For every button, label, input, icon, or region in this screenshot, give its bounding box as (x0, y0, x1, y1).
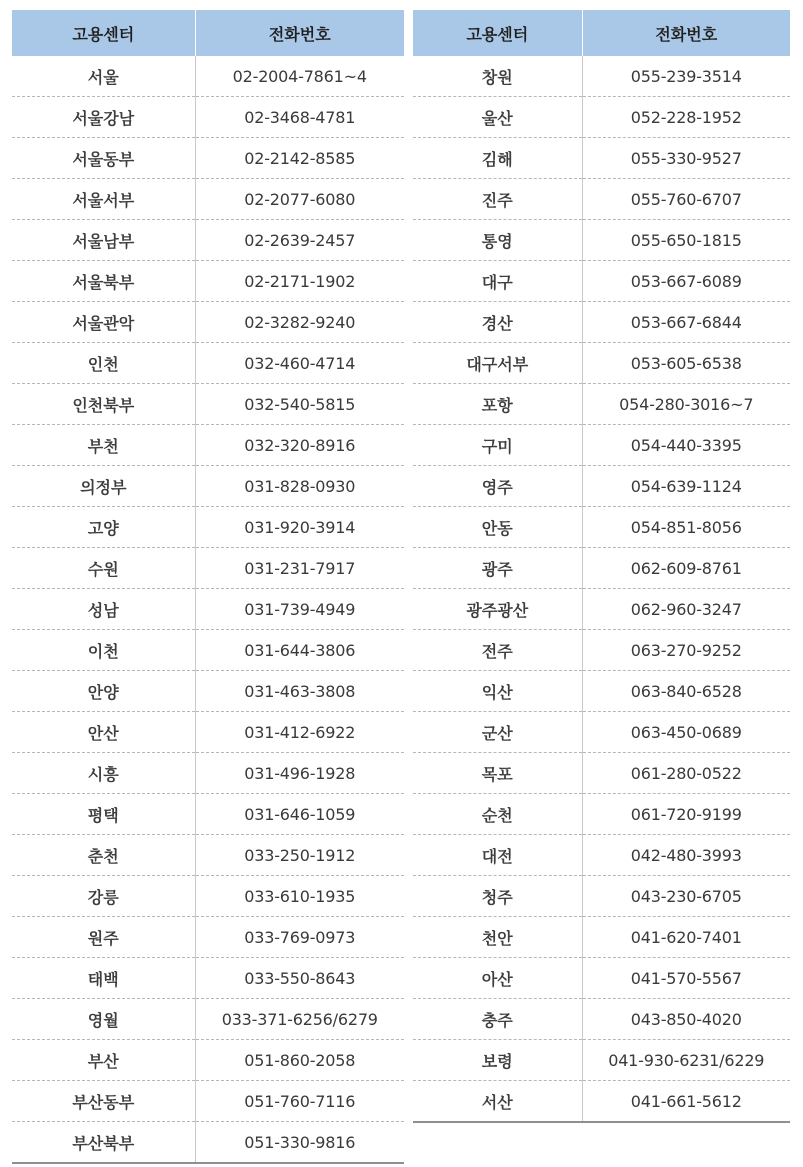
table-row (12, 917, 404, 958)
table-row (413, 138, 790, 179)
phone-number-cell: 031-739-4949 (195, 589, 404, 630)
table-row (413, 958, 790, 999)
phone-number-cell: 061-280-0522 (582, 753, 790, 794)
phone-number-cell: 063-450-0689 (582, 712, 790, 753)
table-row (12, 343, 404, 384)
center-name-cell: 서산 (413, 1081, 582, 1123)
table-row (413, 179, 790, 220)
table-body (12, 56, 404, 1163)
table-row (413, 97, 790, 138)
center-name-cell: 목포 (413, 753, 582, 794)
center-name-cell: 안동 (413, 507, 582, 548)
phone-number-cell: 031-231-7917 (195, 548, 404, 589)
table-row (413, 507, 790, 548)
phone-number-cell: 031-646-1059 (195, 794, 404, 835)
center-name-cell: 김해 (413, 138, 582, 179)
phone-number-cell: 02-2004-7861~4 (195, 56, 404, 97)
table-row (12, 712, 404, 753)
center-name-cell: 인천 (12, 343, 195, 384)
table-row (12, 56, 404, 97)
phone-number-cell: 062-609-8761 (582, 548, 790, 589)
phone-number-cell: 052-228-1952 (582, 97, 790, 138)
center-name-cell: 충주 (413, 999, 582, 1040)
table-row (12, 589, 404, 630)
phone-number-cell: 031-920-3914 (195, 507, 404, 548)
phone-number-cell: 033-610-1935 (195, 876, 404, 917)
phone-number-cell: 051-330-9816 (195, 1122, 404, 1164)
phone-number-cell: 054-639-1124 (582, 466, 790, 507)
column-header-phone: 전화번호 (582, 10, 790, 56)
column-header-center: 고용센터 (413, 10, 582, 56)
table-row (12, 958, 404, 999)
table-row (413, 466, 790, 507)
center-name-cell: 경산 (413, 302, 582, 343)
center-name-cell: 원주 (12, 917, 195, 958)
table-header-row (12, 10, 404, 56)
center-name-cell: 부산동부 (12, 1081, 195, 1122)
phone-number-cell: 055-330-9527 (582, 138, 790, 179)
table-row (12, 261, 404, 302)
center-name-cell: 서울 (12, 56, 195, 97)
table-row (12, 999, 404, 1040)
center-name-cell: 군산 (413, 712, 582, 753)
table-row (12, 425, 404, 466)
table-row (413, 876, 790, 917)
phone-number-cell: 041-570-5567 (582, 958, 790, 999)
phone-number-cell: 053-667-6844 (582, 302, 790, 343)
center-name-cell: 아산 (413, 958, 582, 999)
center-name-cell: 부천 (12, 425, 195, 466)
center-name-cell: 창원 (413, 56, 582, 97)
phone-number-cell: 02-2142-8585 (195, 138, 404, 179)
table-row (12, 1040, 404, 1081)
phone-number-cell: 051-760-7116 (195, 1081, 404, 1122)
table-row (413, 1040, 790, 1081)
table-row (12, 220, 404, 261)
table-row (12, 466, 404, 507)
table-body (413, 56, 790, 1122)
table-row (413, 589, 790, 630)
center-name-cell: 안산 (12, 712, 195, 753)
center-name-cell: 수원 (12, 548, 195, 589)
center-name-cell: 태백 (12, 958, 195, 999)
center-name-cell: 울산 (413, 97, 582, 138)
phone-number-cell: 031-412-6922 (195, 712, 404, 753)
center-name-cell: 보령 (413, 1040, 582, 1081)
center-name-cell: 안양 (12, 671, 195, 712)
table-row (12, 507, 404, 548)
phone-number-cell: 032-320-8916 (195, 425, 404, 466)
column-header-center: 고용센터 (12, 10, 195, 56)
phone-number-cell: 042-480-3993 (582, 835, 790, 876)
phone-number-cell: 02-2171-1902 (195, 261, 404, 302)
center-name-cell: 이천 (12, 630, 195, 671)
center-name-cell: 진주 (413, 179, 582, 220)
table-row (413, 425, 790, 466)
phone-number-cell: 054-280-3016~7 (582, 384, 790, 425)
phone-number-cell: 055-239-3514 (582, 56, 790, 97)
center-name-cell: 천안 (413, 917, 582, 958)
phone-number-cell: 054-440-3395 (582, 425, 790, 466)
phone-number-cell: 031-644-3806 (195, 630, 404, 671)
center-name-cell: 성남 (12, 589, 195, 630)
center-name-cell: 영월 (12, 999, 195, 1040)
center-name-cell: 대전 (413, 835, 582, 876)
center-name-cell: 익산 (413, 671, 582, 712)
center-name-cell: 고양 (12, 507, 195, 548)
center-name-cell: 순천 (413, 794, 582, 835)
employment-center-table-left (12, 10, 404, 1164)
phone-number-cell: 02-2639-2457 (195, 220, 404, 261)
center-name-cell: 전주 (413, 630, 582, 671)
phone-number-cell: 032-540-5815 (195, 384, 404, 425)
phone-number-cell: 063-270-9252 (582, 630, 790, 671)
phone-number-cell: 041-661-5612 (582, 1081, 790, 1123)
phone-number-cell: 062-960-3247 (582, 589, 790, 630)
phone-number-cell: 032-460-4714 (195, 343, 404, 384)
center-name-cell: 춘천 (12, 835, 195, 876)
phone-number-cell: 02-3282-9240 (195, 302, 404, 343)
phone-number-cell: 063-840-6528 (582, 671, 790, 712)
center-name-cell: 인천북부 (12, 384, 195, 425)
center-name-cell: 시흥 (12, 753, 195, 794)
phone-number-cell: 041-620-7401 (582, 917, 790, 958)
table-row (413, 548, 790, 589)
table-row (413, 302, 790, 343)
table-row (413, 753, 790, 794)
table-row (12, 876, 404, 917)
phone-number-cell: 031-463-3808 (195, 671, 404, 712)
phone-number-cell: 033-550-8643 (195, 958, 404, 999)
center-name-cell: 통영 (413, 220, 582, 261)
table-row (12, 1122, 404, 1164)
table-row (12, 671, 404, 712)
table-row (12, 1081, 404, 1122)
phone-number-cell: 041-930-6231/6229 (582, 1040, 790, 1081)
table-row (413, 56, 790, 97)
phone-number-cell: 033-250-1912 (195, 835, 404, 876)
center-name-cell: 서울동부 (12, 138, 195, 179)
center-name-cell: 청주 (413, 876, 582, 917)
table-row (413, 999, 790, 1040)
center-name-cell: 구미 (413, 425, 582, 466)
table-row (413, 384, 790, 425)
center-name-cell: 부산북부 (12, 1122, 195, 1164)
table-row (413, 220, 790, 261)
table-row (12, 548, 404, 589)
table-row (413, 671, 790, 712)
phone-number-cell: 055-760-6707 (582, 179, 790, 220)
phone-number-cell: 033-769-0973 (195, 917, 404, 958)
table-row (413, 712, 790, 753)
center-name-cell: 광주 (413, 548, 582, 589)
center-name-cell: 평택 (12, 794, 195, 835)
phone-number-cell: 053-667-6089 (582, 261, 790, 302)
phone-number-cell: 031-496-1928 (195, 753, 404, 794)
table-row (413, 794, 790, 835)
phone-number-cell: 02-3468-4781 (195, 97, 404, 138)
center-name-cell: 강릉 (12, 876, 195, 917)
phone-number-cell: 061-720-9199 (582, 794, 790, 835)
center-name-cell: 서울북부 (12, 261, 195, 302)
table-row (12, 302, 404, 343)
phone-number-cell: 053-605-6538 (582, 343, 790, 384)
phone-number-cell: 051-860-2058 (195, 1040, 404, 1081)
table-row (12, 835, 404, 876)
phone-number-cell: 031-828-0930 (195, 466, 404, 507)
center-name-cell: 서울남부 (12, 220, 195, 261)
center-name-cell: 대구서부 (413, 343, 582, 384)
center-name-cell: 포항 (413, 384, 582, 425)
table-row (413, 835, 790, 876)
table-row (413, 917, 790, 958)
phone-number-cell: 033-371-6256/6279 (195, 999, 404, 1040)
table-row (413, 261, 790, 302)
table-row (12, 794, 404, 835)
center-name-cell: 부산 (12, 1040, 195, 1081)
table-row (12, 753, 404, 794)
phone-number-cell: 02-2077-6080 (195, 179, 404, 220)
table-row (12, 630, 404, 671)
center-name-cell: 의정부 (12, 466, 195, 507)
center-name-cell: 서울강남 (12, 97, 195, 138)
table-row (413, 630, 790, 671)
phone-number-cell: 043-850-4020 (582, 999, 790, 1040)
table-row (12, 384, 404, 425)
employment-center-table-right (413, 10, 790, 1123)
column-header-phone: 전화번호 (195, 10, 404, 56)
phone-number-cell: 054-851-8056 (582, 507, 790, 548)
center-name-cell: 광주광산 (413, 589, 582, 630)
phone-number-cell: 043-230-6705 (582, 876, 790, 917)
table-row (12, 97, 404, 138)
phone-number-cell: 055-650-1815 (582, 220, 790, 261)
table-row (12, 138, 404, 179)
table-header-row (413, 10, 790, 56)
table-row (413, 343, 790, 384)
center-name-cell: 영주 (413, 466, 582, 507)
table-row (12, 179, 404, 220)
center-name-cell: 대구 (413, 261, 582, 302)
table-row (413, 1081, 790, 1123)
center-name-cell: 서울서부 (12, 179, 195, 220)
center-name-cell: 서울관악 (12, 302, 195, 343)
